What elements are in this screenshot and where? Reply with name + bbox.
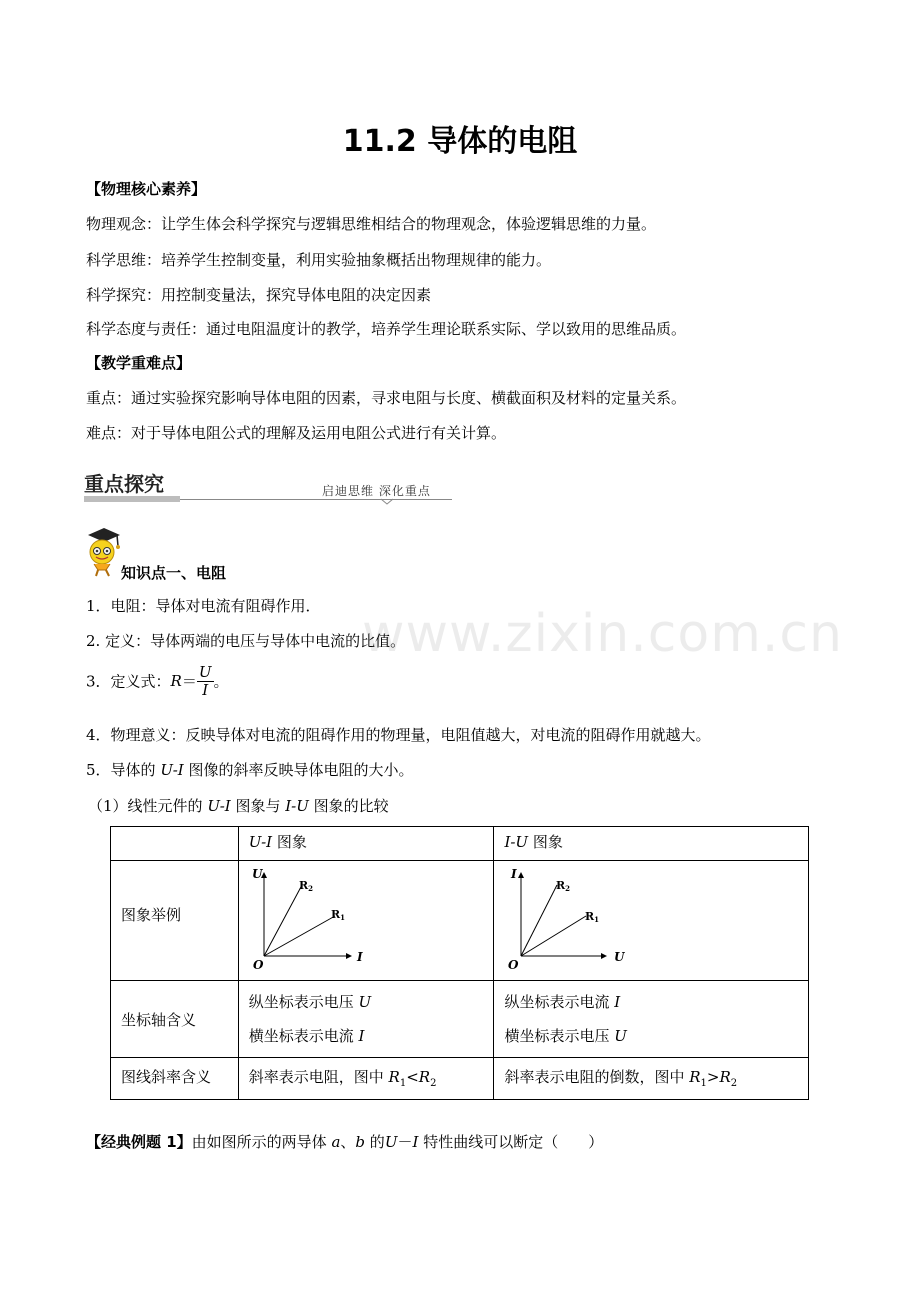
key-points-heading: 【教学重难点】 [86, 354, 192, 372]
core-literacy-heading: 【物理核心素养】 [86, 180, 207, 198]
text: a [331, 1133, 341, 1151]
ui-slope-cell [238, 1058, 494, 1100]
comparison-table [110, 826, 809, 1100]
x-axis-label: I [356, 950, 363, 964]
x-axis-label: U [614, 950, 625, 964]
text: R [418, 1068, 431, 1086]
text: 1 [700, 1078, 707, 1089]
text: 斜率表示电阻的倒数，图中 [504, 1068, 690, 1086]
iu-graph-cell [494, 861, 809, 981]
formula-denominator: I [202, 680, 209, 699]
text: 2 [430, 1078, 437, 1089]
text: 1 [339, 913, 345, 922]
iu-slope-cell [494, 1058, 809, 1100]
row-label [111, 981, 239, 1058]
section-title: 重点探究 [84, 472, 164, 496]
table-header-ui [238, 827, 494, 861]
text: 、 [340, 1133, 356, 1151]
table-header-row [111, 827, 809, 861]
section-underline [84, 496, 180, 502]
text: I-U [504, 833, 529, 851]
text: 斜率表示电阻，图中 [248, 1068, 389, 1086]
text: R [298, 879, 308, 892]
text: 1 [594, 915, 600, 924]
table-row [111, 981, 809, 1058]
knowledge-heading: 知识点一、电阻 [121, 564, 227, 582]
text: 纵坐标表示电压 [248, 993, 359, 1011]
core-literacy-line: 物理观念：让学生体会科学探究与逻辑思维相结合的物理观念，体验逻辑思维的力量。 [86, 215, 657, 233]
ui-axis-cell [238, 981, 494, 1058]
knowledge-item [86, 759, 413, 780]
text: 图像的斜率反映导体电阻的大小。 [183, 761, 414, 779]
text: 图象的比较 [308, 797, 389, 815]
text: 坐标轴含义 [121, 1010, 197, 1029]
y-axis-label: I [511, 867, 518, 881]
text: 纵坐标表示电流 [504, 993, 615, 1011]
text: 2 [307, 884, 313, 893]
ui-graph [239, 861, 389, 971]
row-label [111, 1058, 239, 1100]
knowledge-item: 4．物理意义：反映导体对电流的阻碍作用的物理量，电阻值越大，对电流的阻碍作用就越大。 [86, 726, 711, 744]
text: R [388, 1068, 400, 1086]
text: 图象 [528, 833, 563, 851]
page-title: 11.2 导体的电阻 [342, 124, 578, 159]
r1-label [331, 908, 345, 922]
r2-label [556, 879, 570, 893]
text: 2 [730, 1078, 738, 1089]
formula-r: R [170, 672, 182, 690]
text: R [689, 1068, 701, 1086]
text: R [585, 910, 595, 923]
text: > [706, 1068, 720, 1086]
text: U-I [160, 761, 184, 779]
iu-axis-cell [494, 981, 809, 1058]
formula-fraction [197, 664, 214, 698]
text: U [384, 1133, 398, 1151]
ui-graph-cell [238, 861, 494, 981]
knowledge-subitem [88, 795, 389, 816]
text: U [614, 1027, 627, 1045]
key-point-line: 重点：通过实验探究影响导体电阻的因素，寻求电阻与长度、横截面积及材料的定量关系。 [86, 389, 687, 407]
knowledge-item: 2. 定义：导体两端的电压与导体中电流的比值。 [86, 632, 406, 650]
text: R [719, 1068, 731, 1086]
formula-end: 。 [213, 672, 229, 691]
core-literacy-line: 科学探究：用控制变量法，探究导体电阻的决定因素 [86, 286, 432, 304]
table-row [111, 1058, 809, 1100]
text: 的 [365, 1133, 385, 1151]
text: 特性曲线可以断定（ ） [418, 1133, 604, 1151]
text: b [355, 1133, 366, 1151]
text: I [614, 993, 621, 1011]
r2-label [299, 879, 313, 893]
table-corner-cell [111, 827, 239, 861]
text: 图象与 [230, 797, 286, 815]
text: 横坐标表示电流 [248, 1027, 359, 1045]
formula-equals: ＝ [181, 672, 197, 691]
origin-label: O [508, 958, 519, 971]
text: R [330, 908, 340, 921]
row-label [111, 861, 239, 981]
scholar-mascot-icon [84, 526, 124, 578]
watermark: www.zixin.com.cn [362, 604, 843, 664]
r1-label [585, 910, 599, 924]
text: I-U [285, 797, 309, 815]
text: 2 [565, 884, 571, 893]
knowledge-item-formula [86, 664, 229, 698]
section-tag: 启迪思维 深化重点 [322, 484, 431, 498]
table-header-iu [494, 827, 809, 861]
text: 横坐标表示电压 [504, 1027, 615, 1045]
iu-graph [494, 861, 644, 971]
text: R [556, 879, 566, 892]
text: 图线斜率含义 [121, 1068, 212, 1086]
text: 1 [399, 1078, 407, 1089]
divider-notch-icon [380, 497, 394, 505]
text: < [406, 1068, 419, 1086]
key-point-line: 难点：对于导体电阻公式的理解及运用电阻公式进行有关计算。 [86, 424, 507, 442]
example-question [86, 1131, 603, 1152]
text: 图象 [272, 833, 307, 851]
core-literacy-line: 科学态度与责任：通过电阻温度计的教学，培养学生理论联系实际、学以致用的思维品质。 [86, 320, 687, 338]
text: 5．导体的 [86, 761, 161, 779]
core-literacy-line: 科学思维：培养学生控制变量，利用实验抽象概括出物理规律的能力。 [86, 251, 552, 269]
formula-prefix: 3．定义式： [86, 672, 171, 691]
text: U-I [207, 797, 231, 815]
text: U [358, 993, 372, 1011]
y-axis-label: U [251, 867, 263, 881]
text: 图象举例 [121, 906, 182, 924]
example-label: 【经典例题 1】 [86, 1133, 192, 1151]
text: I [358, 1027, 365, 1045]
origin-label: O [252, 958, 264, 971]
text: 由如图所示的两导体 [191, 1133, 332, 1151]
table-row [111, 861, 809, 981]
text: U-I [248, 833, 273, 851]
text: I [412, 1133, 419, 1151]
text: （1）线性元件的 [88, 797, 208, 815]
knowledge-item: 1．电阻：导体对电流有阻碍作用． [86, 597, 321, 615]
text: － [397, 1133, 413, 1151]
formula-numerator: U [198, 663, 212, 681]
section-divider [180, 499, 452, 500]
